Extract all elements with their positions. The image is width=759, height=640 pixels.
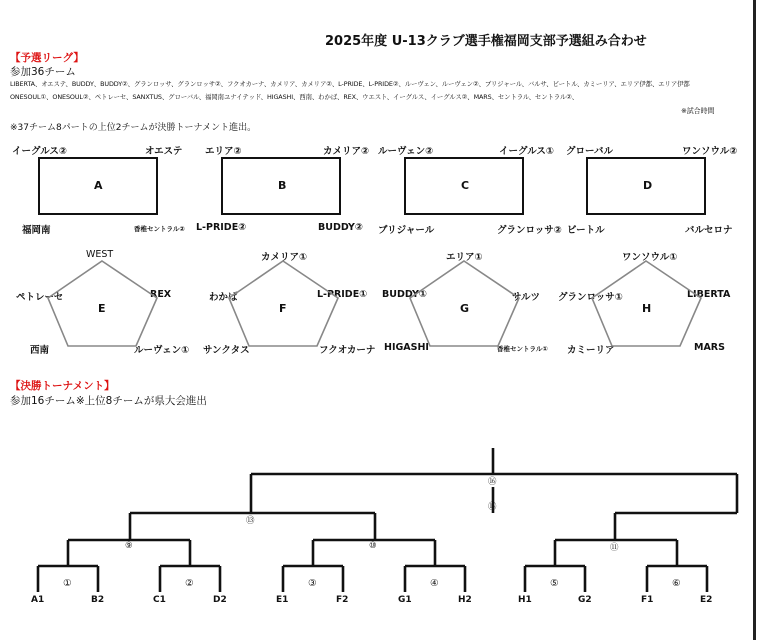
- league-heading: 【予選リーグ】: [10, 52, 84, 64]
- group-c-bottom-left: ブリジャール: [378, 225, 435, 236]
- slot-f2: F2: [336, 595, 349, 605]
- group-b-top-left: エリア②: [205, 146, 242, 157]
- group-b-bottom-left: L-PRIDE②: [196, 222, 247, 233]
- match-4-label: ④: [430, 578, 439, 589]
- group-h-pentagon: [592, 261, 701, 346]
- match-13-label: ⑬: [246, 516, 255, 526]
- group-h-top: ワンソウル①: [622, 252, 678, 263]
- group-e-right: REX: [150, 289, 172, 300]
- slot-e1: E1: [276, 595, 289, 605]
- group-e-label: E: [98, 302, 106, 315]
- slot-h2: H2: [458, 595, 472, 605]
- group-h-bottom-left: カミーリア: [567, 345, 615, 356]
- match-15-label: ⑮: [488, 502, 497, 512]
- group-b-label: B: [278, 179, 287, 192]
- group-b-top-right: カメリア②: [323, 146, 370, 157]
- group-g-pentagon: [410, 261, 519, 346]
- group-b-bottom-right: BUDDY②: [318, 222, 363, 233]
- group-f-pentagon: [229, 261, 338, 346]
- match-11-label: ⑪: [610, 543, 619, 553]
- group-a-top-left: イーグルス②: [12, 146, 67, 157]
- group-f-bottom-right: フクオカーナ: [319, 345, 376, 356]
- match-6-label: ⑥: [672, 578, 681, 589]
- slot-a1: A1: [31, 595, 45, 605]
- group-e-top: WEST: [86, 249, 114, 260]
- group-d-top-right: ワンソウル②: [682, 146, 738, 157]
- group-e-left: ペトレーセ: [16, 292, 64, 303]
- slot-g2: G2: [578, 595, 592, 605]
- group-g-bottom-left: HIGASHI: [384, 342, 429, 353]
- group-f-top: カメリア①: [261, 252, 308, 263]
- slot-f1: F1: [641, 595, 654, 605]
- group-g-left: BUDDY①: [382, 289, 427, 300]
- match-16-label: ⑯: [488, 477, 497, 487]
- match-1-label: ①: [63, 578, 72, 589]
- group-e-pentagon: [48, 261, 157, 346]
- match-time-note: ※試合時間: [681, 107, 715, 115]
- group-f-left: わかば: [209, 292, 238, 303]
- slot-d2: D2: [213, 595, 227, 605]
- match-5-label: ⑤: [550, 578, 559, 589]
- team-list-line-1: LIBERTA、オエステ、BUDDY、BUDDY②、グランロッサ、グランロッサ②、フクオカーナ、カメリア、カメリア②、L-PRIDE、L-PRIDE②、ルーヴェン、ルーヴェン②、ブリジャール、バルサ、ビートル、カミーリア、エリア伊都、エリア伊都: [10, 80, 690, 88]
- group-d-label: D: [643, 179, 653, 192]
- slot-h1: H1: [518, 595, 532, 605]
- match-3-label: ③: [308, 578, 317, 589]
- page-title: 2025年度 U-13クラブ選手権福岡支部予選組み合わせ: [325, 34, 647, 49]
- group-a-label: A: [94, 179, 103, 192]
- group-g-top: エリア①: [446, 252, 483, 263]
- group-a-bottom-right: 香椎セントラル②: [134, 225, 185, 233]
- group-h-right: LIBERTA: [687, 289, 731, 300]
- match-2-label: ②: [185, 578, 194, 589]
- group-d-bottom-right: バルセロナ: [685, 225, 733, 236]
- slot-e2: E2: [700, 595, 713, 605]
- group-h-label: H: [642, 302, 652, 315]
- slot-c1: C1: [153, 595, 166, 605]
- league-participants: 参加36チーム: [10, 66, 76, 78]
- group-c-label: C: [461, 179, 470, 192]
- group-d-top-left: グローバル: [566, 146, 614, 157]
- slot-g1: G1: [398, 595, 412, 605]
- group-f-right: L-PRIDE①: [317, 289, 368, 300]
- advance-note: ※37チーム8パートの上位2チームが決勝トーナメント進出。: [10, 123, 257, 133]
- group-f-label: F: [279, 302, 287, 315]
- group-c-top-right: イーグルス①: [499, 146, 554, 157]
- team-list-line-2: ONESOUL①、ONESOUL②、ペトレーセ、SANXTUS、グローバル、福岡南ユナイテッド、HIGASHI、西南、わかば、REX、ウエスト、イーグルス、イーグルス②、MARS、セントラル、セントラル②、: [10, 93, 579, 101]
- match-10-label: ⑩: [369, 541, 377, 551]
- group-h-left: グランロッサ①: [558, 292, 623, 303]
- page-edge: [753, 0, 756, 640]
- group-e-bottom-right: ルーヴェン①: [134, 345, 190, 356]
- group-e-bottom-left: 西南: [30, 345, 50, 356]
- group-d-bottom-left: ビートル: [567, 225, 605, 236]
- group-h-bottom-right: MARS: [694, 342, 725, 353]
- match-9-label: ⑨: [125, 541, 133, 551]
- group-g-right: サルツ: [512, 292, 541, 303]
- group-c-top-left: ルーヴェン②: [378, 146, 434, 157]
- group-a-top-right: オエステ: [145, 146, 183, 157]
- tournament-tree: [38, 448, 737, 592]
- group-a-bottom-left: 福岡南: [22, 225, 51, 236]
- group-g-label: G: [460, 302, 470, 315]
- tournament-participants: 参加16チーム※上位8チームが県大会進出: [10, 395, 207, 407]
- group-c-bottom-right: グランロッサ②: [497, 225, 562, 236]
- group-f-bottom-left: サンクタス: [203, 345, 250, 356]
- tournament-heading: 【決勝トーナメント】: [10, 380, 115, 392]
- slot-b2: B2: [91, 595, 105, 605]
- group-g-bottom-right: 香椎セントラル①: [497, 345, 548, 353]
